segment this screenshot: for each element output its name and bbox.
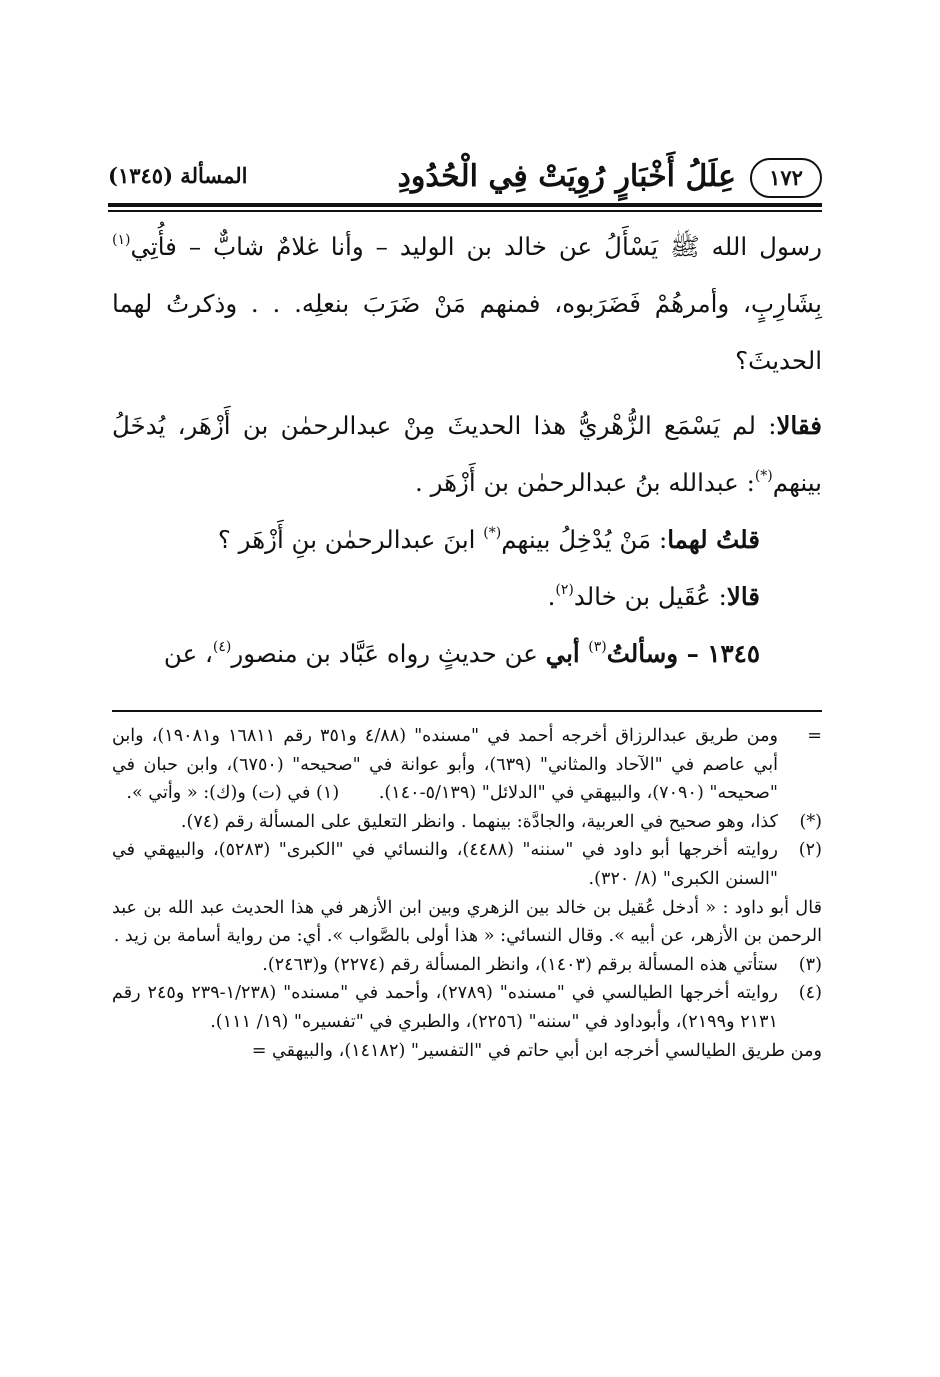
book-title: عِلَلُ أَخْبَارٍ رُوِيَتْ فِي الْحُدُودِ <box>397 159 736 194</box>
footnote-2 <box>112 836 822 893</box>
text-run: : مَنْ يُدْخِلُ بينهم <box>501 525 668 554</box>
footnote-3 <box>112 951 822 980</box>
text-run: : لم يَسْمَع الزُّهْريُّ هذا الحديثَ مِنْ عبدالرحمٰن بن أَزْهَر، يُدخَلُ بينهم <box>112 411 822 497</box>
header-rule-thin <box>108 210 822 212</box>
footnote-star <box>112 808 822 837</box>
footnote-4 <box>112 979 822 1036</box>
footnote-separator <box>112 710 822 712</box>
text-run: ابنَ عبدالرحمٰن بنِ أَزْهَر ؟ <box>217 525 484 554</box>
footnote-ref: (*) <box>754 467 773 484</box>
footnote-text: كذا، وهو صحيح في العربية، والجادَّة: بينهما . وانظر التعليق على المسألة رقم (٧٤). <box>180 811 778 832</box>
speaker-label: أبي <box>545 639 589 668</box>
footnote-text: قال أبو داود : « أدخل عُقيل بن خالد بين الزهري وبين ابن الأزهر في هذا الحديث عبد الله بن عبد الرحمن بن الأزهر، عن أبيه ». وقال النسائي: « هذا أولى بالصَّواب ». أي: من رواية أسامة بن زيد . <box>112 897 822 947</box>
text-run: رسول الله ﷺ يَسْأَلُ عن خالد بن الوليد – وأنا غلامٌ شابٌّ – فأُتِي <box>130 232 822 261</box>
footnote-1-inline: (١) في (ت) و(ك): « وأتي ». <box>126 783 340 804</box>
paragraph-2 <box>112 397 822 511</box>
footnote-text: ومن طريق الطيالسي أخرجه ابن أبي حاتم في "التفسير" (١٤١٨٢)، والبيهقي = <box>251 1040 822 1061</box>
page-number: ١٧٢ <box>750 158 822 198</box>
paragraph-3 <box>112 511 822 568</box>
running-header <box>108 150 822 202</box>
main-text <box>112 218 822 682</box>
footnote-marker: (٣) <box>798 954 822 975</box>
footnote-ref: (٣) <box>588 638 607 655</box>
speaker-label: فقالا <box>776 411 822 440</box>
footnote-ref: (*) <box>483 524 502 541</box>
paragraph-1 <box>112 218 822 389</box>
header-rule-thick <box>108 203 822 207</box>
text-run: : عبدالله بنُ عبدالرحمٰن بن أَزْهَر . <box>415 468 755 497</box>
text-run: . <box>547 582 556 611</box>
text-run: ، عن <box>163 639 213 668</box>
footnote-marker: (٤) <box>798 983 822 1004</box>
speaker-label: قالا <box>726 582 760 611</box>
paragraph-4 <box>112 568 822 625</box>
footnote-text: روايته أخرجها أبو داود في "سننه" (٤٤٨٨)، والنسائي في "الكبرى" (٥٢٨٣)، والبيهقي في "السنن الكبرى" (٨/ ٣٢٠). <box>112 840 778 889</box>
footnote-text: ومن طريق عبدالرزاق أخرجه أحمد في "مسنده" (٤/٨٨ و٣٥١ رقم ١٦٨١١ و١٩٠٨١)، وابن أبي عاصم في "الآحاد والمثاني" (٦٣٩)، وأبو عوانة في "صحيحه" (٦٧٥٠)، وابن حبان في "صحيحه" (٧٠٩٠)، والبيهقي في "الدلائل" (٥/١٣٩-١٤٠). <box>112 726 779 804</box>
footnote-2-continued <box>112 894 822 951</box>
issue-number-label: ١٣٤٥ – وسألتُ <box>606 639 760 668</box>
text-run: : عُقَيل بن خالد <box>573 582 727 611</box>
footnote-continuation <box>112 722 822 808</box>
footnote-4-continued <box>112 1037 822 1066</box>
footnote-marker: (*) <box>799 811 822 832</box>
footnote-text: ستأتي هذه المسألة برقم (١٤٠٣)، وانظر المسألة رقم (٢٢٧٤) و(٢٤٦٣). <box>262 954 778 975</box>
footnote-marker: = <box>807 726 822 746</box>
footnote-ref: (١) <box>112 231 131 248</box>
speaker-label: قلتُ لهما <box>667 525 760 554</box>
issue-label: المسألة (١٣٤٥) <box>108 163 248 188</box>
footnote-marker: (٢) <box>798 840 822 861</box>
footnotes <box>112 722 822 1065</box>
footnote-ref: (٢) <box>555 581 574 598</box>
text-run: بِشَارِبٍ، وأمرهُمْ فَضَرَبوه، فمنهم مَنْ ضَرَبَ بنعلِه. . . وذكرتُ لهما الحديثَ؟ <box>112 289 822 375</box>
footnote-ref: (٤) <box>212 638 232 655</box>
text-run: عن حديثٍ رواه عَبَّاد بن منصور <box>231 639 546 668</box>
footnote-text: روايته أخرجها الطيالسي في "مسنده" (٢٧٨٩)، وأحمد في "مسنده" (١/٢٣٨-٢٣٩ و٢٤٥ رقم ٢١٣١ و٢١٩٩)، وأبوداود في "سننه" (٢٢٥٦)، والطبري في "تفسيره" (١٩/ ١١١). <box>112 983 778 1032</box>
paragraph-5 <box>112 625 822 682</box>
